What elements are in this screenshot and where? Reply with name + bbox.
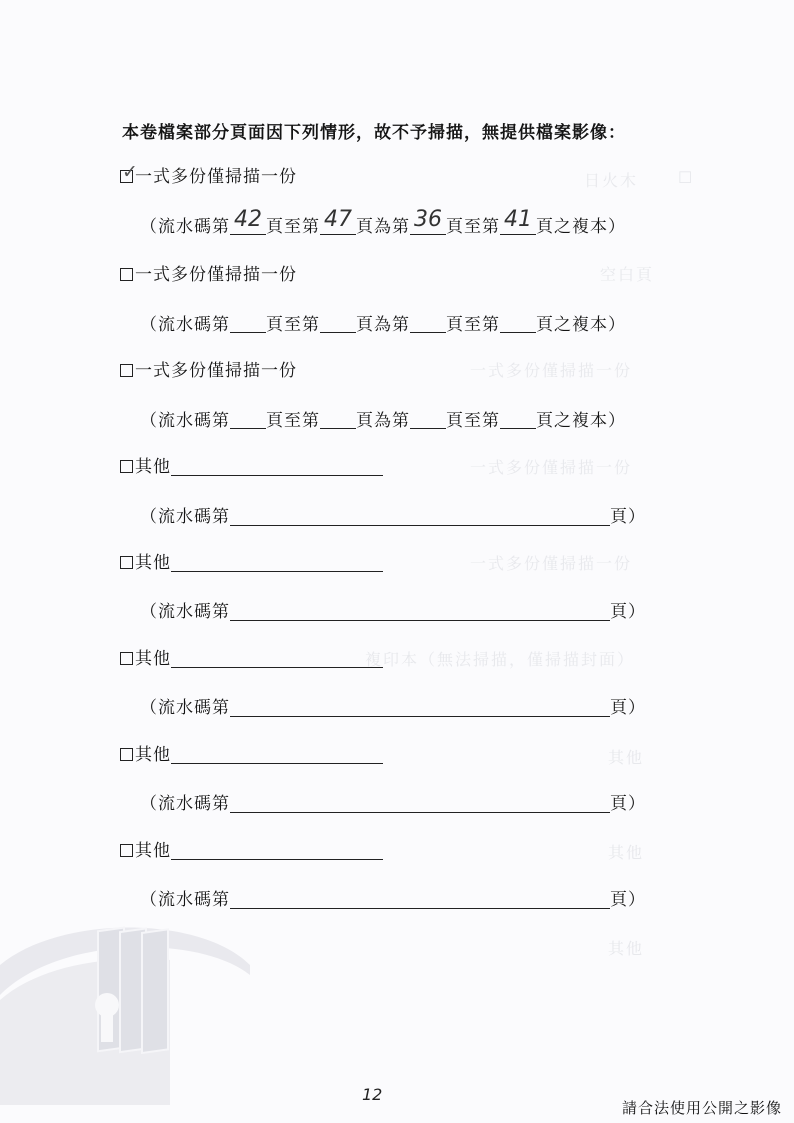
serial-from-field[interactable] [230, 408, 266, 429]
checkbox-unchecked[interactable] [120, 556, 133, 569]
bleed-through-7: 複印本（無法掃描，僅掃描封面） [365, 650, 636, 669]
other-reason-field[interactable] [171, 841, 383, 860]
bleed-through-3: 空白頁 [600, 265, 655, 284]
other-serial-line-1 [140, 502, 646, 527]
one-form-checkbox-row-1[interactable] [120, 162, 297, 187]
serial-prefix: （流水碼第 [140, 217, 230, 237]
orig-from-value: 36 [414, 207, 442, 232]
other-reason-field[interactable] [171, 649, 383, 668]
bleed-through-1: ☐ [678, 168, 695, 187]
page-to-text: 頁至第 [266, 315, 320, 335]
serial-prefix: （流水碼第 [140, 890, 230, 910]
archive-watermark-logo [0, 905, 260, 1105]
page-to-text: 頁至第 [266, 217, 320, 237]
serial-prefix: （流水碼第 [140, 315, 230, 335]
bleed-through-8: 其他 [608, 748, 645, 767]
other-serial-line-4 [140, 789, 646, 814]
bleed-through-10: 其他 [608, 939, 645, 958]
usage-notice-footer: 請合法使用公開之影像 [621, 1099, 782, 1117]
serial-from-field[interactable] [230, 207, 266, 235]
copy-suffix: 頁之複本） [536, 315, 626, 335]
other-label: 其他 [135, 553, 171, 573]
serial-prefix: （流水碼第 [140, 602, 230, 622]
serial-prefix: （流水碼第 [140, 698, 230, 718]
other-label: 其他 [135, 649, 171, 669]
orig-to-field[interactable] [500, 207, 536, 235]
page-close-text: 頁） [610, 602, 646, 622]
serial-prefix: （流水碼第 [140, 411, 230, 431]
checkbox-checked[interactable] [120, 161, 139, 183]
checkbox-unchecked[interactable] [120, 652, 133, 665]
other-reason-field[interactable] [171, 553, 383, 572]
serial-pages-field[interactable] [230, 602, 610, 621]
serial-prefix: （流水碼第 [140, 507, 230, 527]
page-is-text: 頁為第 [356, 315, 410, 335]
serial-pages-field[interactable] [230, 698, 610, 717]
serial-range-line-1 [140, 207, 626, 237]
one-form-checkbox-row-3[interactable] [120, 356, 297, 381]
other-checkbox-row-5[interactable] [120, 836, 383, 861]
serial-pages-field[interactable] [230, 507, 610, 526]
page-is-text: 頁為第 [356, 411, 410, 431]
page-is-text: 頁為第 [356, 217, 410, 237]
checkbox-unchecked[interactable] [120, 844, 133, 857]
check-mark-icon: ✓ [122, 161, 139, 183]
one-form-label: 一式多份僅掃描一份 [135, 265, 297, 285]
serial-to-field[interactable] [320, 312, 356, 333]
copy-suffix: 頁之複本） [536, 217, 626, 237]
copy-suffix: 頁之複本） [536, 411, 626, 431]
page-to-text: 頁至第 [446, 217, 500, 237]
orig-from-field[interactable] [410, 207, 446, 235]
serial-to-field[interactable] [320, 408, 356, 429]
serial-prefix: （流水碼第 [140, 794, 230, 814]
page-title: 本卷檔案部分頁面因下列情形，故不予掃描，無提供檔案影像： [122, 123, 626, 143]
one-form-checkbox-row-2[interactable] [120, 260, 297, 285]
serial-from-value: 42 [234, 207, 262, 232]
other-reason-field[interactable] [171, 457, 383, 476]
page-close-text: 頁） [610, 890, 646, 910]
other-label: 其他 [135, 745, 171, 765]
other-serial-line-3 [140, 693, 646, 718]
checkbox-unchecked[interactable] [120, 460, 133, 473]
bleed-through-9: 其他 [608, 843, 645, 862]
bleed-through-6: 一式多份僅掃描一份 [470, 554, 633, 573]
bleed-through-2: 日火木 [584, 171, 639, 190]
serial-pages-field[interactable] [230, 890, 610, 909]
other-checkbox-row-1[interactable] [120, 452, 383, 477]
orig-from-field[interactable] [410, 312, 446, 333]
orig-from-field[interactable] [410, 408, 446, 429]
page-close-text: 頁） [610, 794, 646, 814]
serial-range-line-2 [140, 310, 626, 335]
page-close-text: 頁） [610, 698, 646, 718]
other-label: 其他 [135, 457, 171, 477]
one-form-label: 一式多份僅掃描一份 [135, 361, 297, 381]
orig-to-value: 41 [504, 207, 532, 232]
bleed-through-5: 一式多份僅掃描一份 [470, 458, 633, 477]
bleed-through-4: 一式多份僅掃描一份 [470, 361, 633, 380]
orig-to-field[interactable] [500, 312, 536, 333]
other-reason-field[interactable] [171, 745, 383, 764]
other-checkbox-row-2[interactable] [120, 548, 383, 573]
checkbox-unchecked[interactable] [120, 364, 133, 377]
other-serial-line-2 [140, 597, 646, 622]
page-to-text: 頁至第 [266, 411, 320, 431]
serial-to-value: 47 [324, 207, 352, 232]
serial-pages-field[interactable] [230, 794, 610, 813]
page-close-text: 頁） [610, 507, 646, 527]
serial-range-line-3 [140, 406, 626, 431]
other-checkbox-row-4[interactable] [120, 740, 383, 765]
checkbox-unchecked[interactable] [120, 748, 133, 761]
checkbox-unchecked[interactable] [120, 268, 133, 281]
orig-to-field[interactable] [500, 408, 536, 429]
page-to-text: 頁至第 [446, 315, 500, 335]
serial-to-field[interactable] [320, 207, 356, 235]
page-number: 12 [362, 1085, 383, 1104]
page-to-text: 頁至第 [446, 411, 500, 431]
one-form-label: 一式多份僅掃描一份 [135, 167, 297, 187]
other-label: 其他 [135, 841, 171, 861]
other-serial-line-5 [140, 885, 646, 910]
other-checkbox-row-3[interactable] [120, 644, 383, 669]
serial-from-field[interactable] [230, 312, 266, 333]
